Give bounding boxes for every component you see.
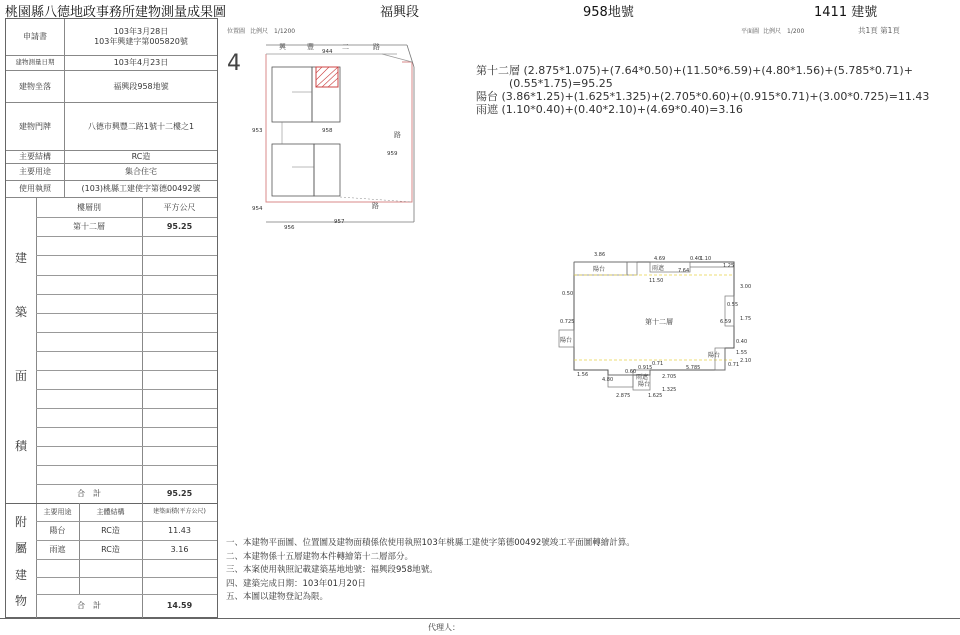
area-header: 平方公尺: [163, 203, 196, 213]
land-number-957: 957: [334, 219, 345, 225]
side-char-3: 面: [14, 369, 27, 383]
dim-6-59: 6.59: [720, 319, 732, 325]
dim-0-40-right: 0.40: [736, 339, 748, 345]
dim-4-80: 4.80: [602, 377, 614, 383]
door-row: [6, 103, 217, 151]
dim-3-00: 3.00: [740, 284, 752, 290]
dim-0-71-b: 0.71: [652, 361, 664, 367]
attached-total-label: 合 計: [77, 601, 101, 611]
permit-label: 使用執照: [19, 184, 51, 194]
page-count: 共1頁 第1頁: [858, 26, 900, 35]
attached-header-use: 主要用途: [43, 507, 72, 516]
dim-1-56: 1.56: [577, 372, 589, 378]
application-date: 103年3月28日: [113, 27, 169, 37]
application-row: [6, 19, 217, 56]
dim-2-705: 2.705: [662, 374, 677, 380]
note-1: 一、本建物平面圖、位置圖及建物面積係依使用執照103年桃縣工建使字第德00492號竣工平面圖轉繪計算。: [226, 538, 635, 548]
dim-4-69: 4.69: [654, 256, 666, 262]
dim-11-50: 11.50: [649, 278, 664, 284]
survey-date-label: 建物測量日期: [15, 58, 55, 67]
attached-use-1: 陽台: [49, 526, 66, 536]
land-number-944: 944: [322, 49, 333, 55]
dim-1-625: 1.625: [648, 393, 663, 399]
calc-line-1: 第十二層 (2.875*1.075)+(7.64*0.50)+(11.50*6.59)+(4.80*1.56)+(5.785*0.71)+: [476, 64, 913, 77]
building-info-table: [5, 18, 218, 618]
dim-0-55: 0.55: [727, 302, 739, 308]
note-5: 五、本圖以建物登記為限。: [226, 592, 329, 602]
dim-1-25: 1.25: [723, 263, 735, 269]
road-char-4: 路: [373, 43, 380, 51]
attached-total-value: 14.59: [166, 601, 193, 611]
attached-header-area: 建築面積(平方公尺): [153, 508, 206, 516]
building-total-label: 合 計: [77, 489, 101, 499]
application-values: [64, 19, 217, 55]
footer: [0, 618, 960, 635]
side-char-1: 建: [14, 251, 27, 265]
dim-2-10: 2.10: [740, 358, 752, 364]
road-right-char: 路: [394, 131, 401, 139]
road-char-2: 豐: [307, 43, 314, 51]
dim-1-75: 1.75: [740, 316, 752, 322]
floor-plan-scale: 比例尺 1/200: [763, 28, 805, 35]
side-char-2: 築: [14, 305, 27, 319]
site-plan: [222, 32, 432, 237]
north-symbol: 4: [227, 51, 241, 76]
site-plan-scale: 比例尺 1/1200: [250, 28, 296, 35]
dim-2-875: 2.875: [616, 393, 631, 399]
floor-plan-label: 平面圖: [741, 28, 760, 35]
attached-char-2: 屬: [14, 541, 27, 555]
dim-1-10: 1.10: [700, 256, 712, 262]
balcony-label-top: 陽台: [593, 266, 606, 273]
attached-char-4: 物: [14, 594, 27, 608]
dim-7-64: 7.64: [678, 268, 690, 274]
land-number-953: 953: [252, 128, 263, 134]
dim-1-55: 1.55: [736, 350, 748, 356]
dim-0-915: 0.915: [638, 365, 653, 371]
agent-label: 代理人：: [428, 623, 460, 632]
side-char-4: 積: [14, 439, 27, 453]
permit-value: (103)桃縣工建使字第德00492號: [64, 181, 217, 197]
use-value: 集合住宅: [64, 164, 217, 180]
attached-structure-1: RC造: [101, 526, 120, 536]
dim-5-785: 5.785: [686, 365, 701, 371]
dim-0-50: 0.50: [562, 291, 574, 297]
land-number-958: 958: [322, 128, 333, 134]
floor-header: 樓層別: [77, 203, 101, 213]
floor-name: 第十二層: [73, 222, 105, 232]
office-title: 桃園縣八德地政事務所建物測量成果圖: [5, 5, 227, 20]
balcony-label-bottom: 陽台: [638, 381, 651, 388]
attached-use-2: 雨遮: [49, 545, 66, 555]
application-label: 申請書: [23, 32, 47, 42]
door-value: 八德市興豐二路1號十二樓之1: [64, 103, 217, 150]
note-3: 三、本案使用執照記載建築基地地號：福興段958地號。: [226, 565, 438, 575]
location-label: 建物坐落: [19, 81, 51, 91]
structure-label: 主要結構: [19, 152, 51, 162]
use-row: [6, 164, 217, 181]
door-label: 建物門牌: [19, 121, 51, 131]
calc-line-3: 陽台 (3.86*1.25)+(1.625*1.325)+(2.705*0.60)+(0.915*0.71)+(3.00*0.725)=11.43: [476, 90, 930, 103]
document-header: [0, 0, 960, 18]
land-number-959: 959: [387, 151, 398, 157]
dim-0-40: 0.40: [690, 256, 702, 262]
road-char-3: 二: [342, 43, 349, 51]
road-right-char-2: 路: [372, 202, 379, 210]
attached-area-1: 11.43: [168, 526, 191, 536]
land-number-954: 954: [252, 206, 263, 212]
balcony-label-right: 陽台: [708, 352, 721, 359]
dim-1-325: 1.325: [662, 387, 677, 393]
floor-plan: [550, 248, 760, 403]
site-plan-label: 位置圖: [227, 28, 246, 35]
road-char-1: 興: [279, 43, 286, 51]
notes: [226, 537, 635, 605]
building-number: 1411 建號: [814, 5, 878, 20]
balcony-label-left: 陽台: [560, 337, 573, 344]
floor-area: 95.25: [166, 222, 193, 232]
survey-date-value: 103年4月23日: [64, 56, 217, 70]
dim-0-725: 0.725: [560, 319, 575, 325]
calc-line-4: 雨遮 (1.10*0.40)+(0.40*2.10)+(4.69*0.40)=3.16: [476, 103, 743, 116]
location-row: [6, 71, 217, 103]
area-calculations: [476, 64, 929, 116]
permit-row: [6, 181, 217, 198]
land-number: 958地號: [583, 5, 634, 20]
dim-3-86: 3.86: [594, 252, 606, 258]
attached-header-structure: 主體結構: [96, 507, 125, 516]
canopy-label-top: 雨遮: [652, 265, 665, 272]
land-number-956: 956: [284, 225, 295, 231]
attached-structure-2: RC造: [101, 545, 120, 555]
attached-area-2: 3.16: [170, 545, 189, 555]
structure-row: [6, 151, 217, 164]
floor-label: 第十二層: [645, 318, 673, 326]
note-4: 四、建築完成日期：103年01月20日: [226, 578, 366, 589]
building-total-value: 95.25: [166, 489, 193, 499]
attached-char-1: 附: [14, 515, 27, 529]
dim-0-60: 0.60: [625, 369, 637, 375]
survey-date-row: [6, 56, 217, 71]
section-name: 福興段: [380, 5, 420, 20]
calc-line-2: (0.55*1.75)=95.25: [509, 77, 613, 90]
note-2: 二、本建物係十五層建物本件轉繪第十二層部分。: [226, 551, 414, 562]
structure-value: RC造: [64, 151, 217, 163]
dim-0-71: 0.71: [728, 362, 740, 368]
canopy-label-bottom: 雨遮: [636, 374, 649, 381]
attached-char-3: 建: [14, 568, 27, 582]
application-number: 103年興建字第005820號: [94, 37, 188, 46]
use-label: 主要用途: [19, 167, 51, 177]
location-value: 福興段958地號: [64, 71, 217, 102]
